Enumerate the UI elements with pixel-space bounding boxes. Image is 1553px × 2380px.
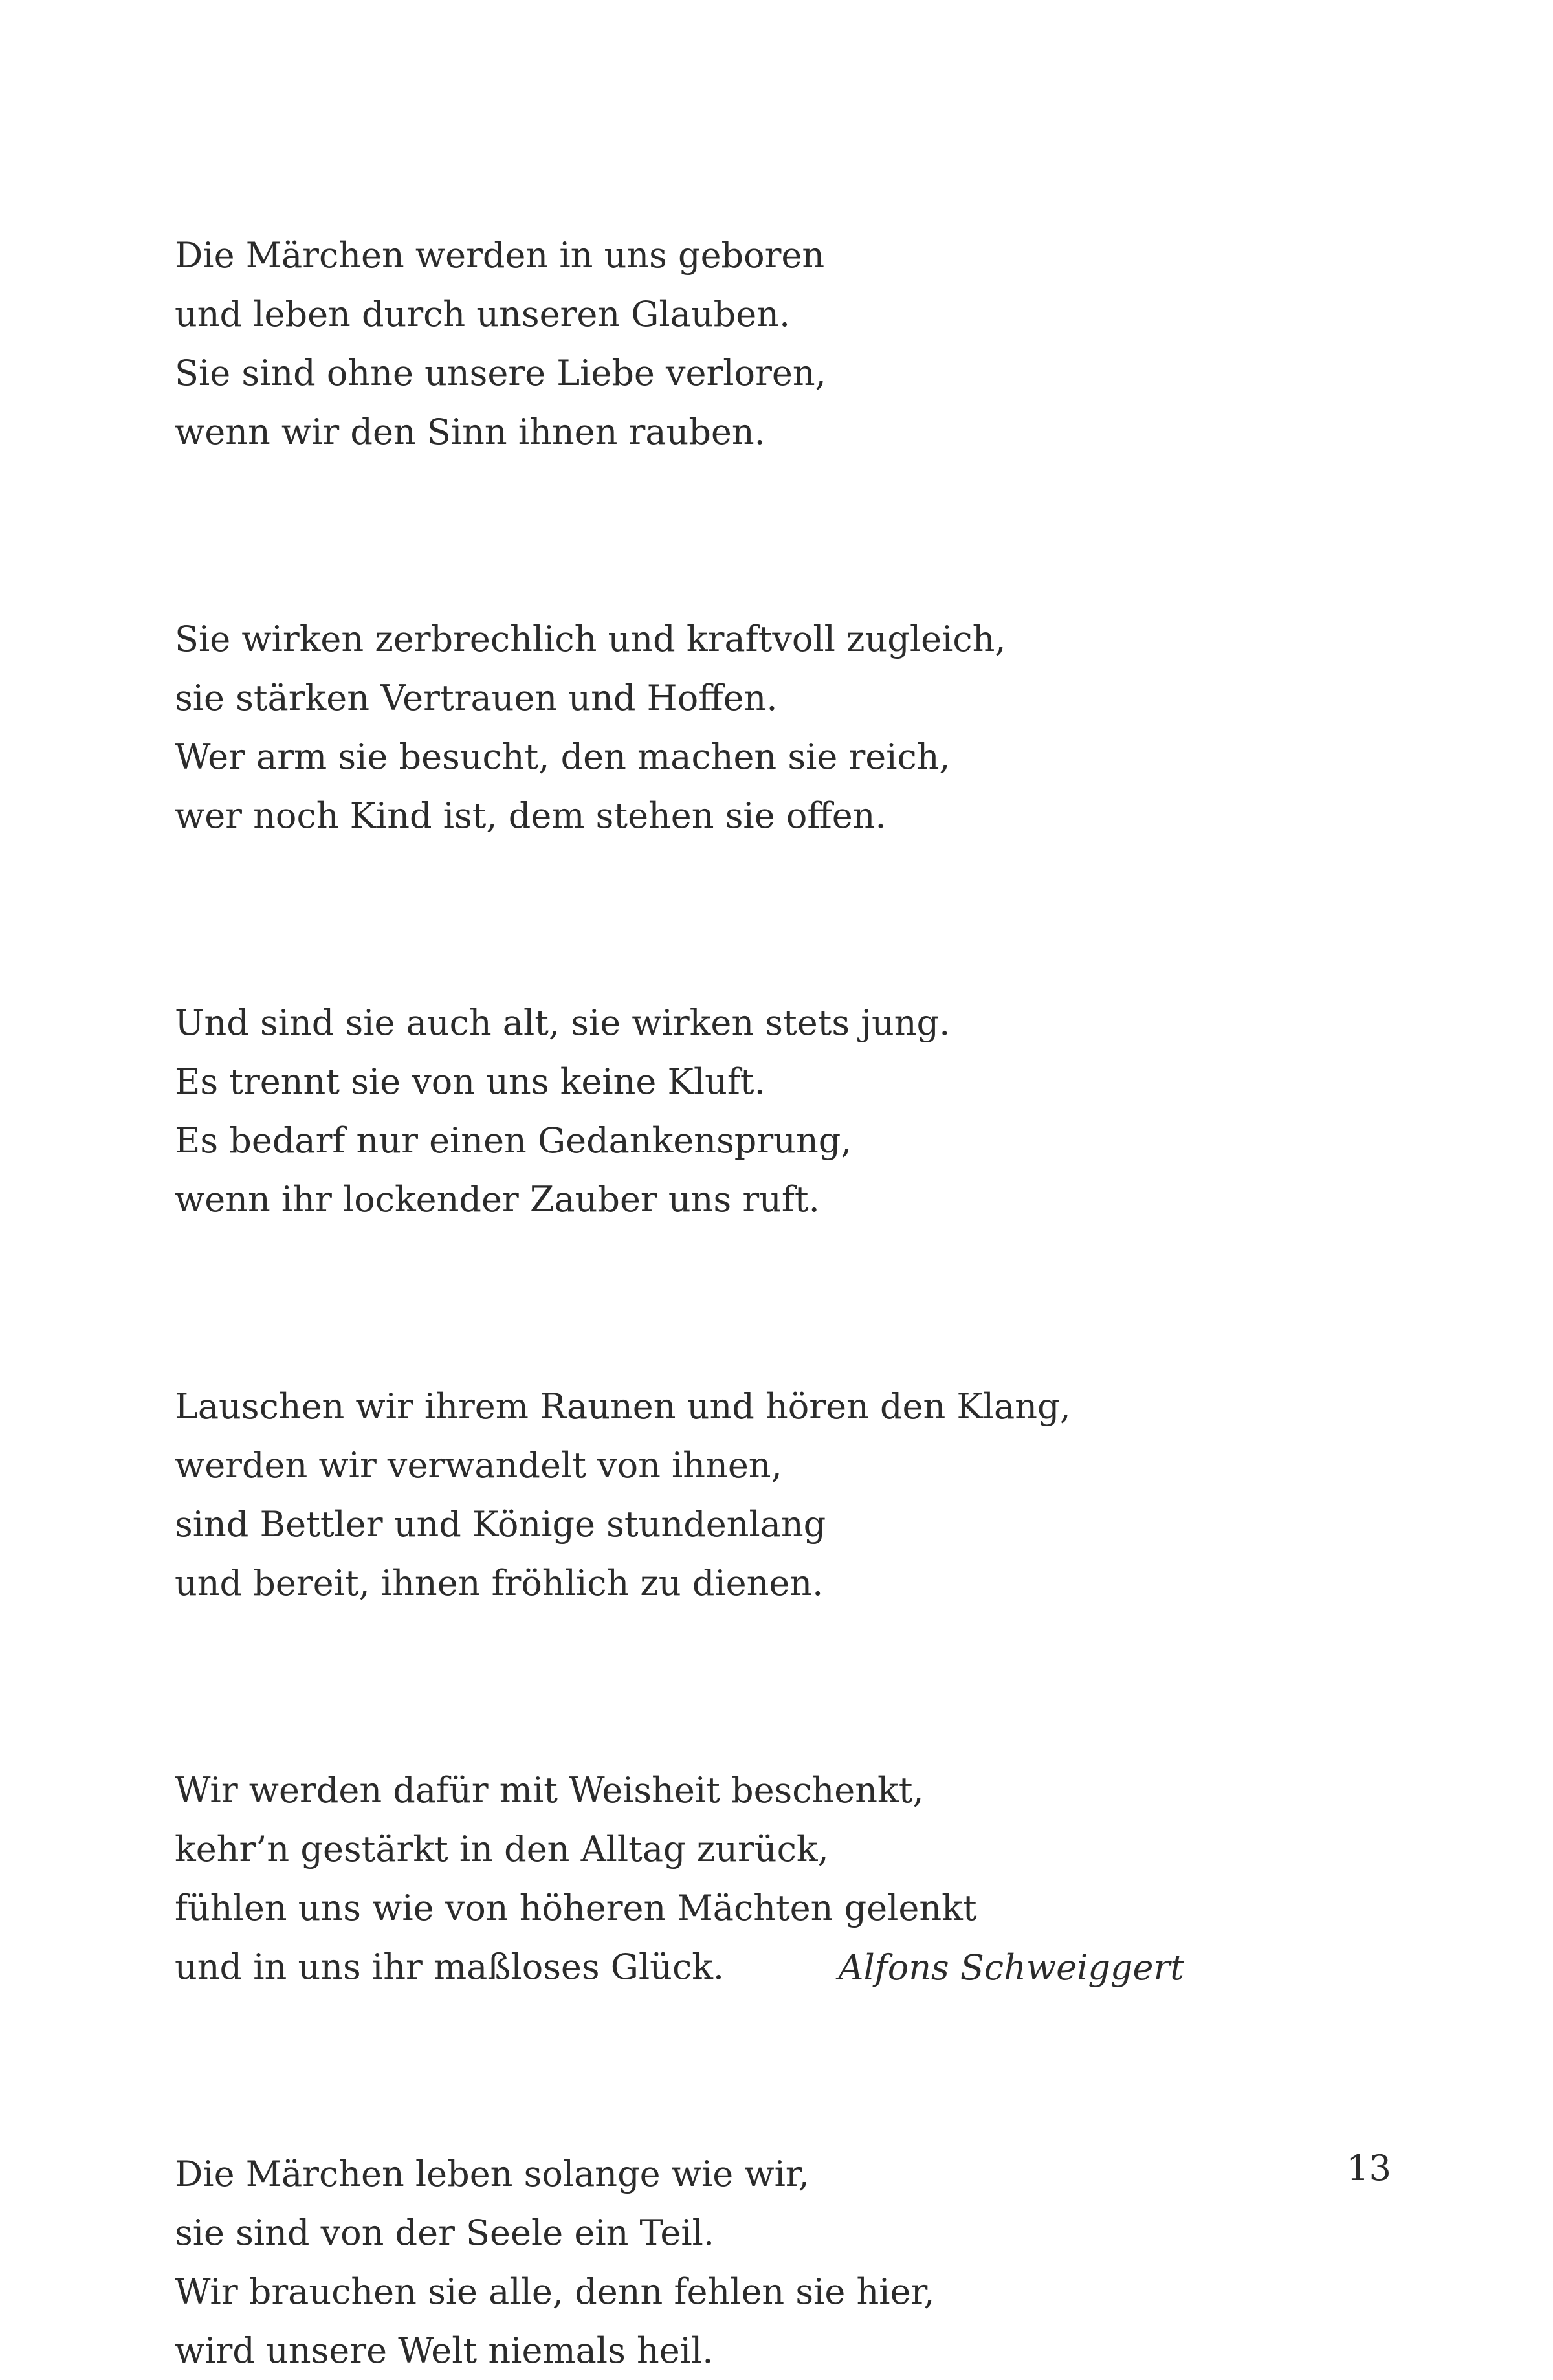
poem-line: Die Märchen werden in uns geboren (175, 235, 825, 276)
poem-line: und bereit, ihnen fröhlich zu dienen. (175, 1563, 824, 1603)
stanza-2 (175, 610, 1275, 845)
poem-line: sind Bettler und Könige stundenlang (175, 1504, 826, 1545)
poem-line: Lauschen wir ihrem Raunen und hören den Klang, (175, 1386, 1071, 1427)
poem-line: Sie sind ohne unsere Liebe verloren, (175, 353, 826, 393)
poem (175, 226, 1275, 2380)
stanza-4 (175, 1377, 1275, 1613)
poem-line: werden wir verwandelt von ihnen, (175, 1445, 782, 1486)
poem-line: wird unsere Welt niemals heil. (175, 2330, 714, 2371)
poem-line: und in uns ihr maßloses Glück. (175, 1946, 725, 1987)
poem-line: Es bedarf nur einen Gedankensprung, (175, 1120, 852, 1161)
poem-line: wenn ihr lockender Zauber uns ruft. (175, 1179, 820, 1220)
poem-line: kehr’n gestärkt in den Alltag zurück, (175, 1829, 829, 1869)
poem-line: und leben durch unseren Glauben. (175, 294, 791, 335)
poem-line: fühlen uns wie von höheren Mächten gelenkt (175, 1888, 977, 1928)
poem-line: sie stärken Vertrauen und Hoffen. (175, 678, 778, 718)
poem-line: sie sind von der Seele ein Teil. (175, 2212, 715, 2253)
poem-line: wenn wir den Sinn ihnen rauben. (175, 412, 765, 452)
poem-author: Alfons Schweiggert (838, 1947, 1184, 1988)
poem-line: wer noch Kind ist, dem stehen sie offen. (175, 795, 887, 836)
poem-line: Sie wirken zerbrechlich und kraftvoll zugleich, (175, 619, 1006, 659)
page-number: 13 (1347, 2148, 1391, 2188)
poem-line: Wir werden dafür mit Weisheit beschenkt, (175, 1770, 924, 1811)
stanza-3 (175, 993, 1275, 1229)
poem-line: Wir brauchen sie alle, denn fehlen sie hier, (175, 2271, 935, 2312)
stanza-1 (175, 226, 1275, 461)
poem-line: Die Märchen leben solange wie wir, (175, 2154, 810, 2194)
poem-line: Wer arm sie besucht, den machen sie reich, (175, 736, 951, 777)
poem-line: Es trennt sie von uns keine Kluft. (175, 1061, 765, 1102)
stanza-6 (175, 2144, 1275, 2380)
poem-line: Und sind sie auch alt, sie wirken stets jung. (175, 1002, 951, 1043)
